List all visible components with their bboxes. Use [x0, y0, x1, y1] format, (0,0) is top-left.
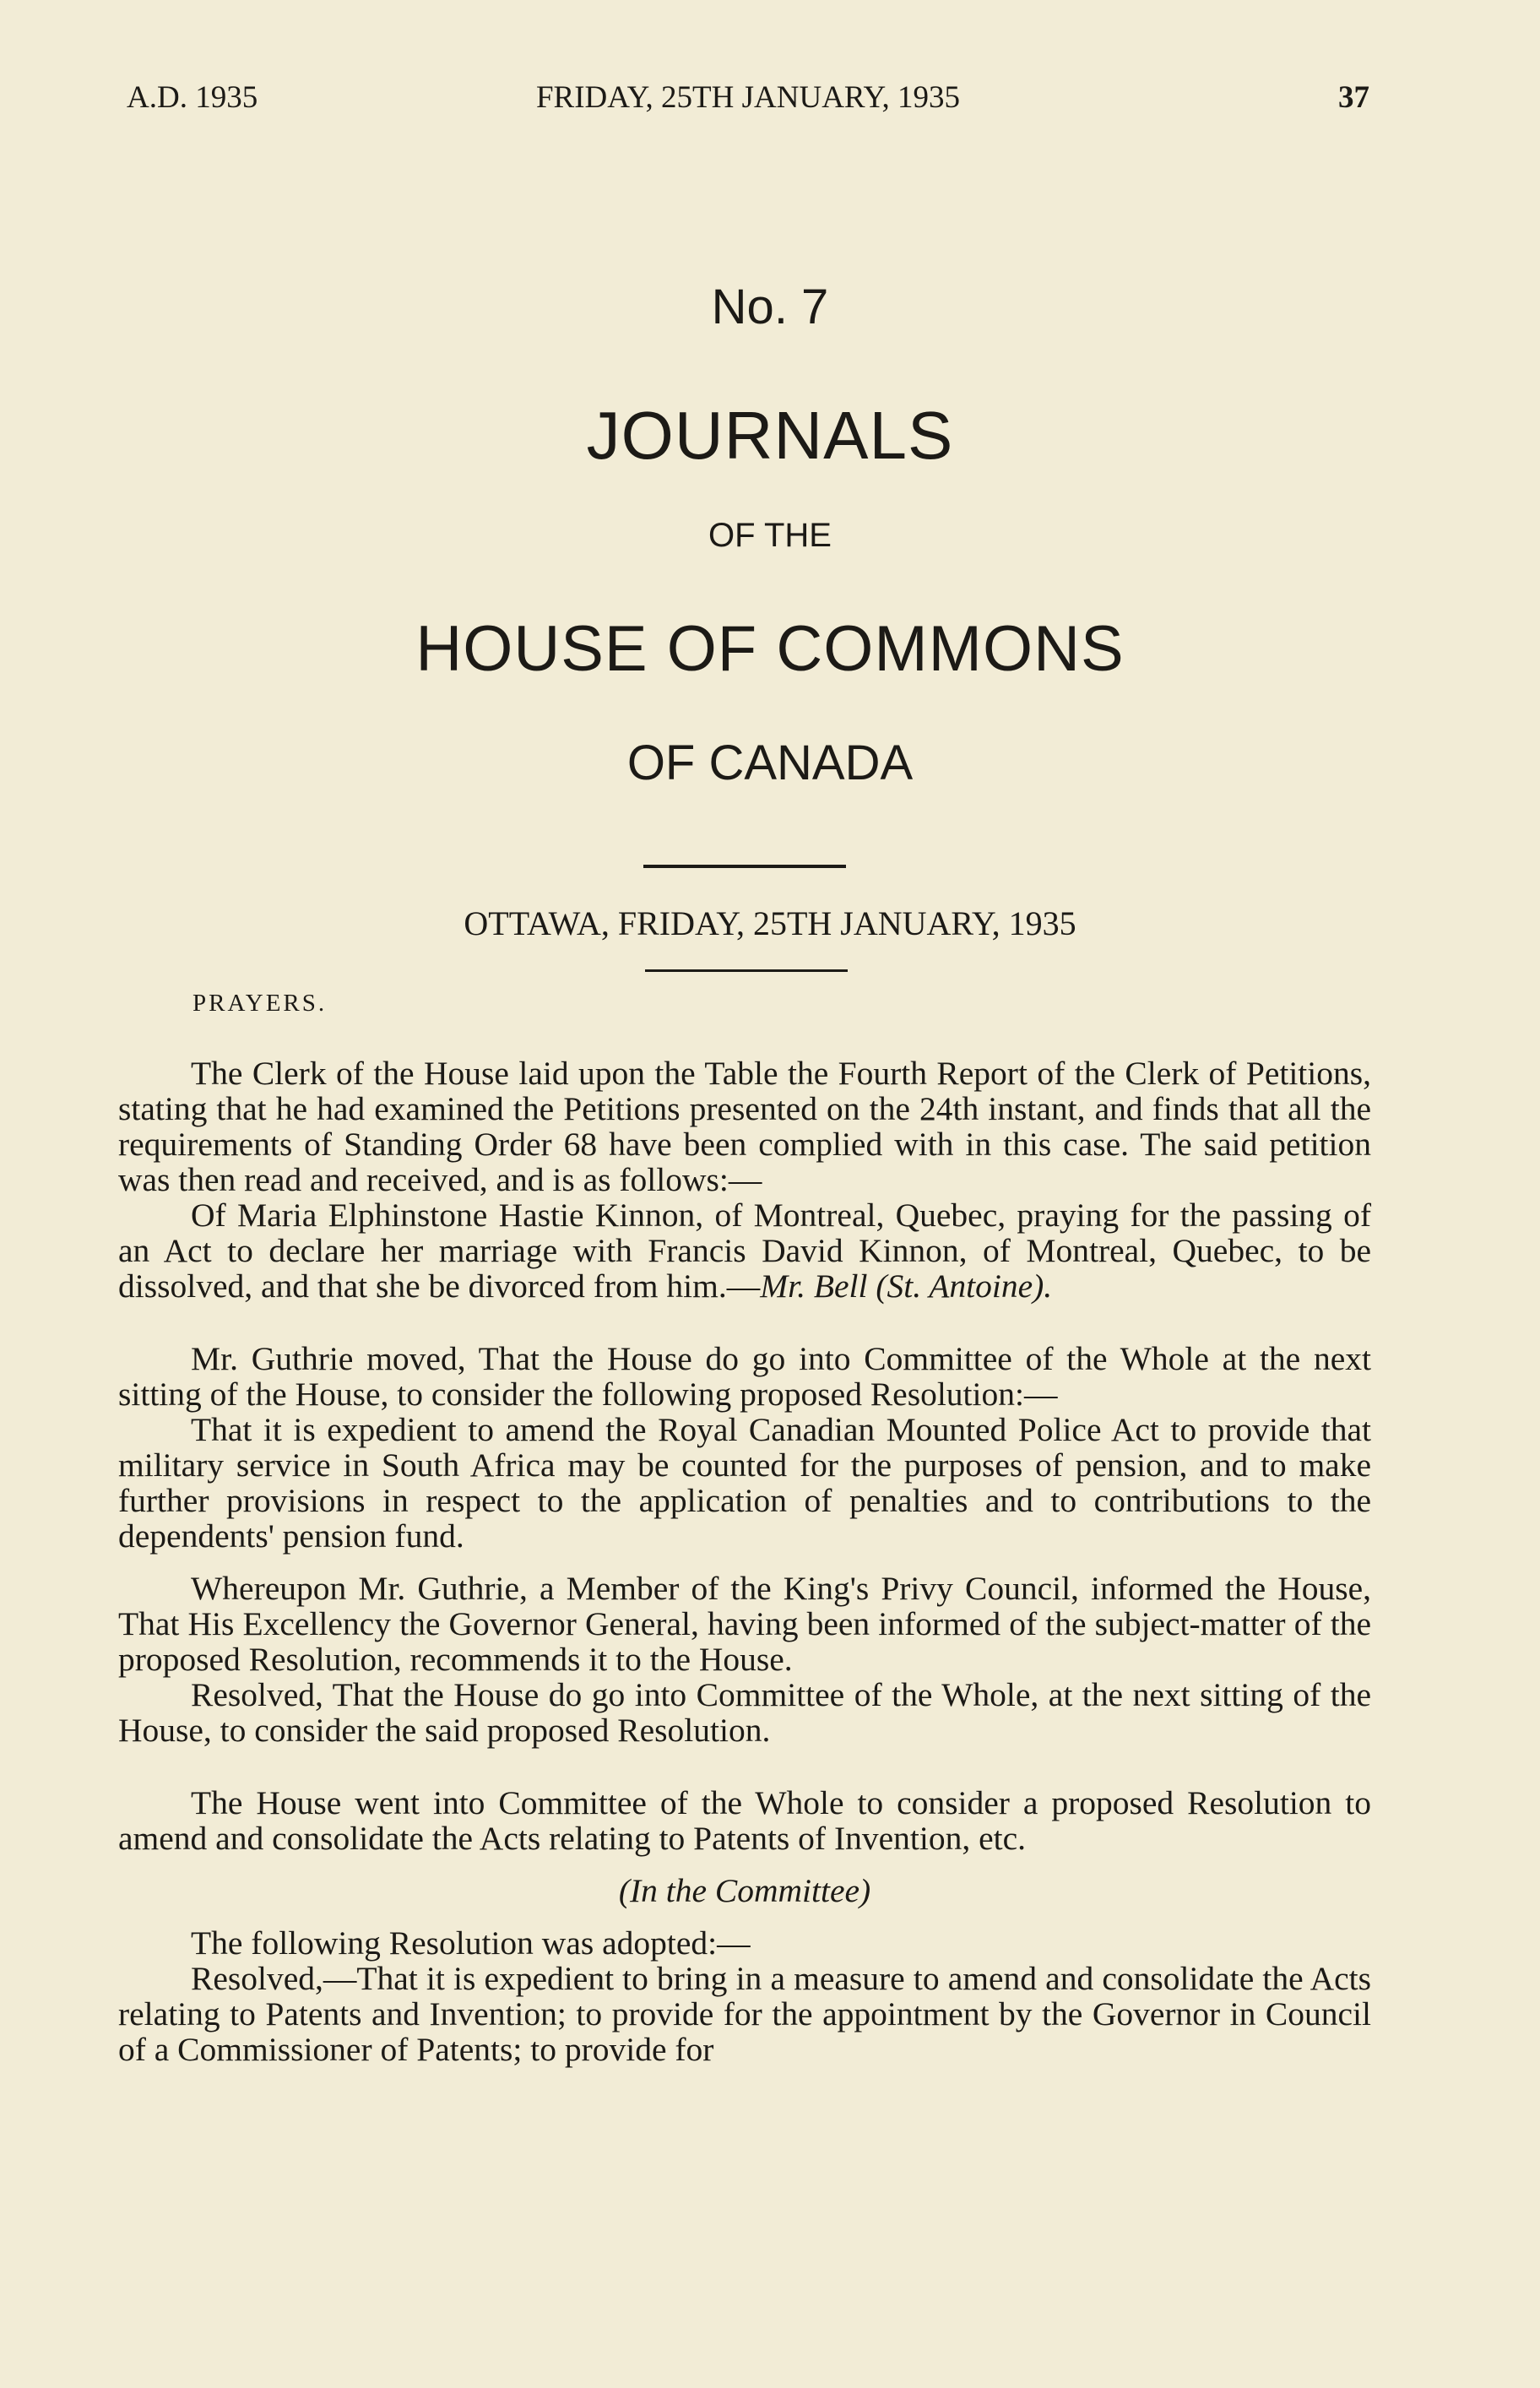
journal-body: [118, 1056, 1371, 2067]
paragraph-clerk-report: The Clerk of the House laid upon the Table the Fourth Report of the Clerk of Petitions, stating that he had examined the Petitions presented on the 24th instant, and finds that all the requirements of Standing Order 68 have been complied with in this case. The said petition was then read and received, and is as follows:—: [118, 1055, 1371, 1198]
paragraph-resolved: Resolved, That the House do go into Committee of the Whole, at the next sitting of the House, to consider the said proposed Resolution.: [118, 1676, 1371, 1749]
committee-heading: (In the Committee): [618, 1872, 871, 1909]
petition-text: Of Maria Elphinstone Hastie Kinnon, of Montreal, Quebec, praying for the passing of an Act to declare her marriage with Francis David Kinnon, of Montreal, Quebec, to be dissolved, and that she be divorced from him.—: [118, 1197, 1371, 1305]
paragraph-proposed-resolution: That it is expedient to amend the Royal Canadian Mounted Police Act to provide that military service in South Africa may be counted for the purposes of pension, and to make further provisions in respect to the application of penalties and to contributions to the dependents' pension fund.: [118, 1411, 1371, 1555]
paragraph-petition: [118, 1197, 1371, 1304]
prayers-heading: PRAYERS.: [192, 990, 328, 1017]
divider-rule: [645, 969, 848, 972]
paragraph-motion: Mr. Guthrie moved, That the House do go into Committee of the Whole at the next sitting of the House, to consider the following proposed Resolution:—: [118, 1340, 1371, 1413]
page-number: 37: [1338, 80, 1369, 115]
header-year: A.D. 1935: [127, 80, 258, 115]
paragraph-recommendation: Whereupon Mr. Guthrie, a Member of the King's Privy Council, informed the House, That His Excellency the Governor General, having been informed of the subject-matter of the proposed Resolution, recommends it to the House.: [118, 1570, 1371, 1678]
sitting-date: OTTAWA, FRIDAY, 25TH JANUARY, 1935: [464, 904, 1076, 942]
running-header: [127, 79, 1369, 122]
title-journals: JOURNALS: [586, 398, 954, 473]
paragraph-resolution-adopted: The following Resolution was adopted:—: [191, 1924, 751, 1962]
petition-member: Mr. Bell (St. Antoine).: [760, 1267, 1053, 1305]
paragraph-resolution-text: Resolved,—That it is expedient to bring in a measure to amend and consolidate the Acts relating to Patents and Invention; to provide for the appointment by the Governor in Council of a Commissioner of Patents; to provide for: [118, 1960, 1371, 2068]
paragraph-committee: The House went into Committee of the Whole to consider a proposed Resolution to amend and consolidate the Acts relating to Patents of Invention, etc.: [118, 1784, 1371, 1857]
issue-number: No. 7: [711, 280, 829, 334]
title-of-canada: OF CANADA: [626, 735, 914, 790]
divider-rule: [643, 865, 846, 868]
header-date: FRIDAY, 25TH JANUARY, 1935: [535, 80, 960, 115]
title-of-the: OF THE: [708, 517, 832, 554]
title-house-of-commons: HOUSE OF COMMONS: [415, 613, 1125, 685]
